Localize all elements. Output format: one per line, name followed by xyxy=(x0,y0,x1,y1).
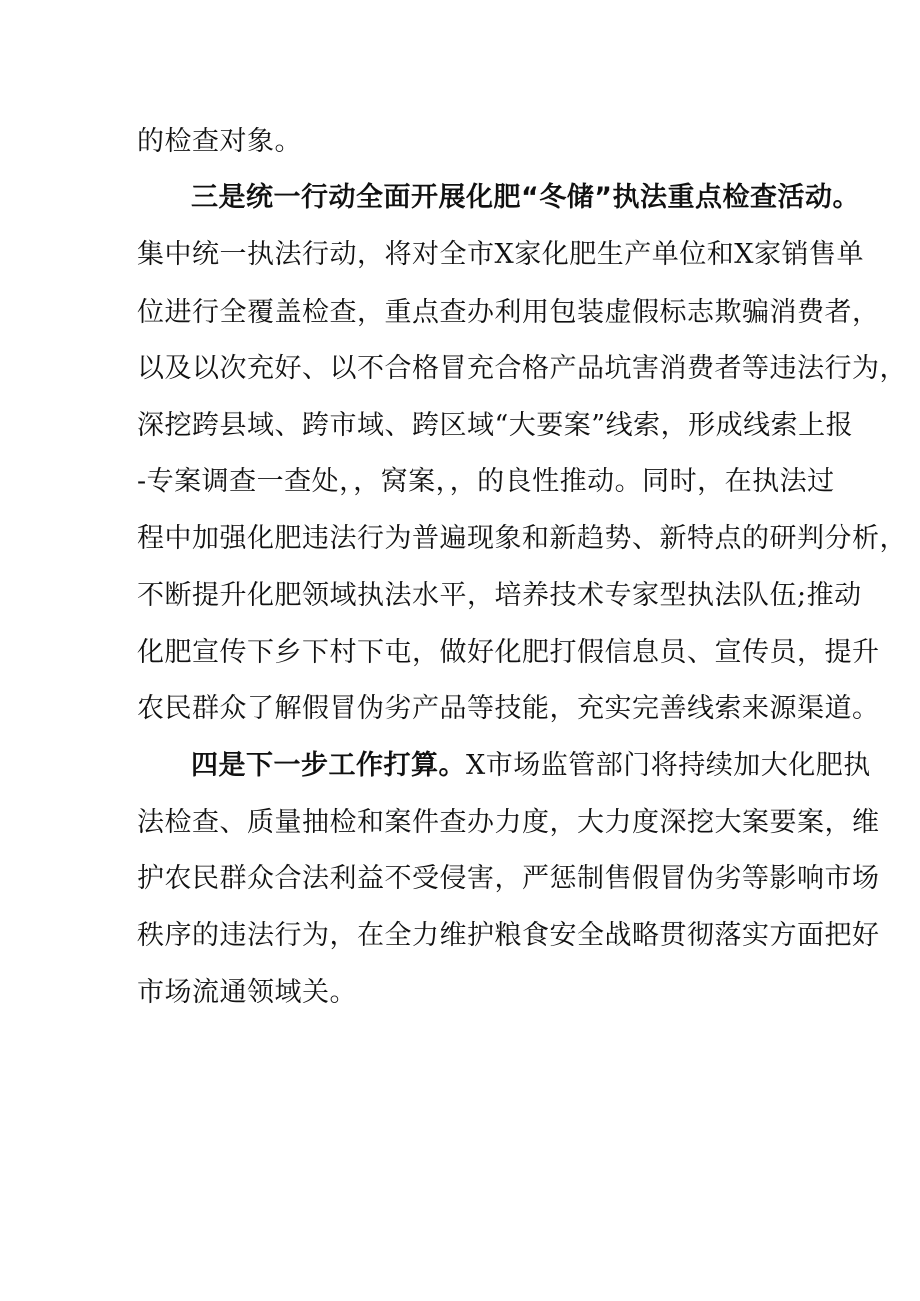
text-line: 程中加强化肥违法行为普遍现象和新趋势、新特点的研判分析， xyxy=(137,523,907,554)
text-line: 以及以次充好、以不合格冒充合格产品坑害消费者等违法行为， xyxy=(137,353,907,384)
paragraph-4-first-line xyxy=(191,746,871,786)
text-line: 不断提升化肥领域执法水平，培养技术专家型执法队伍;推动 xyxy=(137,580,862,611)
text-line: 深挖跨县域、跨市域、跨区域“大要案”线索，形成线索上报 xyxy=(137,410,854,441)
text-line: 化肥宣传下乡下村下屯，做好化肥打假信息员、宣传员，提升 xyxy=(137,637,880,668)
text-line: 秩序的违法行为，在全力维护粮食安全战略贯彻落实方面把好 xyxy=(137,920,880,951)
text-line: 集中统一执法行动，将对全市X家化肥生产单位和X家销售单 xyxy=(137,239,864,270)
text-line: 农民群众了解假冒伪劣产品等技能，充实完善线索来源渠道。 xyxy=(137,693,880,724)
text-line: 位进行全覆盖检查，重点查办利用包装虚假标志欺骗消费者， xyxy=(137,297,880,328)
text-fragment: X xyxy=(466,750,486,781)
paragraph-heading: 四是下一步工作打算。 xyxy=(191,750,466,781)
text-line: -专案调查一查处，，窝案，，的良性推动。同时，在执法过 xyxy=(137,466,835,497)
text-line: 的检查对象。 xyxy=(137,126,302,157)
text-line: 法检查、质量抽检和案件查办力度，大力度深挖大案要案，维 xyxy=(137,807,880,838)
text-line: 市场流通领域关。 xyxy=(137,977,357,1008)
text-fragment: 市场监管部门将持续加大化肥执 xyxy=(485,750,871,781)
text-line: 护农民群众合法利益不受侵害，严惩制售假冒伪劣等影响市场 xyxy=(137,863,880,894)
paragraph-heading: 三是统一行动全面开展化肥“冬储”执法重点检查活动。 xyxy=(191,182,860,213)
